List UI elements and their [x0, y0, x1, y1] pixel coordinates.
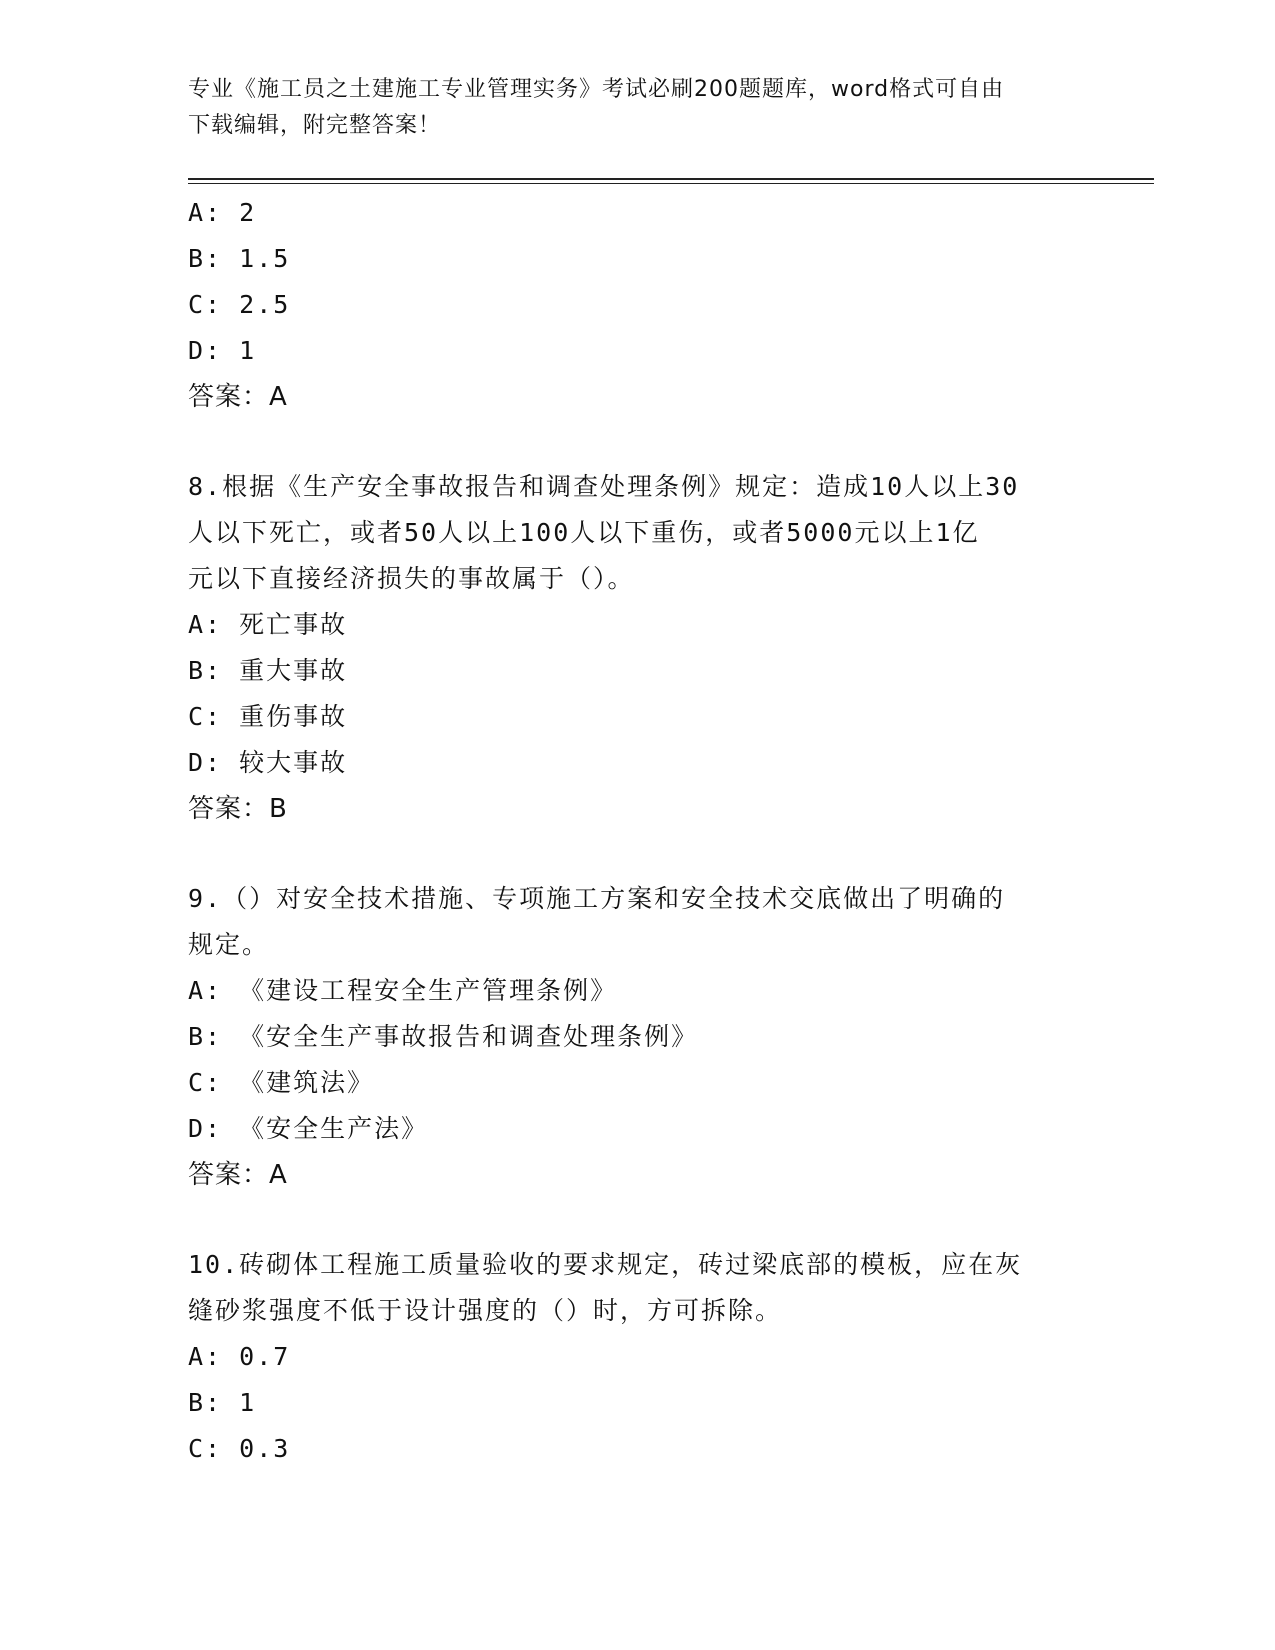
- question-text-line: 元以下直接经济损失的事故属于（）。: [188, 564, 635, 593]
- header-line-2: 下载编辑，附完整答案！: [188, 113, 442, 138]
- question-8: [188, 464, 1088, 832]
- option-b: B: 1.5: [188, 244, 291, 273]
- header-divider-thick: [188, 178, 1154, 180]
- option-c: C: 2.5: [188, 290, 291, 319]
- question-text-line: 9.（）对安全技术措施、专项施工方案和安全技术交底做出了明确的: [188, 884, 1006, 913]
- spacer: [188, 1198, 1088, 1242]
- option-a: A: 2: [188, 198, 257, 227]
- question-list: [188, 190, 1088, 1472]
- answer-label: 答案：A: [188, 1160, 288, 1190]
- option-a: A: 死亡事故: [188, 610, 348, 639]
- option-c: C: 重伤事故: [188, 702, 348, 731]
- answer-label: 答案：B: [188, 794, 288, 824]
- question-9: [188, 876, 1088, 1198]
- spacer: [188, 420, 1088, 464]
- question-text-line: 规定。: [188, 930, 270, 959]
- option-d: D: 1: [188, 336, 257, 365]
- option-a: A: 0.7: [188, 1342, 291, 1371]
- header-divider-thin: [188, 183, 1154, 184]
- option-d: D: 《安全生产法》: [188, 1114, 429, 1143]
- question-10: [188, 1242, 1088, 1472]
- option-d: D: 较大事故: [188, 748, 348, 777]
- option-a: A: 《建设工程安全生产管理条例》: [188, 976, 618, 1005]
- option-b: B: 《安全生产事故报告和调查处理条例》: [188, 1022, 699, 1051]
- question-7: [188, 190, 1088, 420]
- option-b: B: 重大事故: [188, 656, 348, 685]
- option-c: C: 0.3: [188, 1434, 291, 1463]
- question-text-line: 8.根据《生产安全事故报告和调查处理条例》规定：造成10人以上30: [188, 472, 1020, 501]
- header-line-1: 专业《施工员之土建施工专业管理实务》考试必刷200题题库，word格式可自由: [188, 77, 1005, 102]
- document-header: [188, 72, 1088, 144]
- answer-label: 答案：A: [188, 382, 288, 412]
- option-b: B: 1: [188, 1388, 257, 1417]
- option-c: C: 《建筑法》: [188, 1068, 375, 1097]
- question-text-line: 人以下死亡，或者50人以上100人以下重伤，或者5000元以上1亿: [188, 518, 980, 547]
- spacer: [188, 832, 1088, 876]
- question-text-line: 10.砖砌体工程施工质量验收的要求规定，砖过梁底部的模板，应在灰: [188, 1250, 1023, 1279]
- question-text-line: 缝砂浆强度不低于设计强度的（）时，方可拆除。: [188, 1296, 783, 1325]
